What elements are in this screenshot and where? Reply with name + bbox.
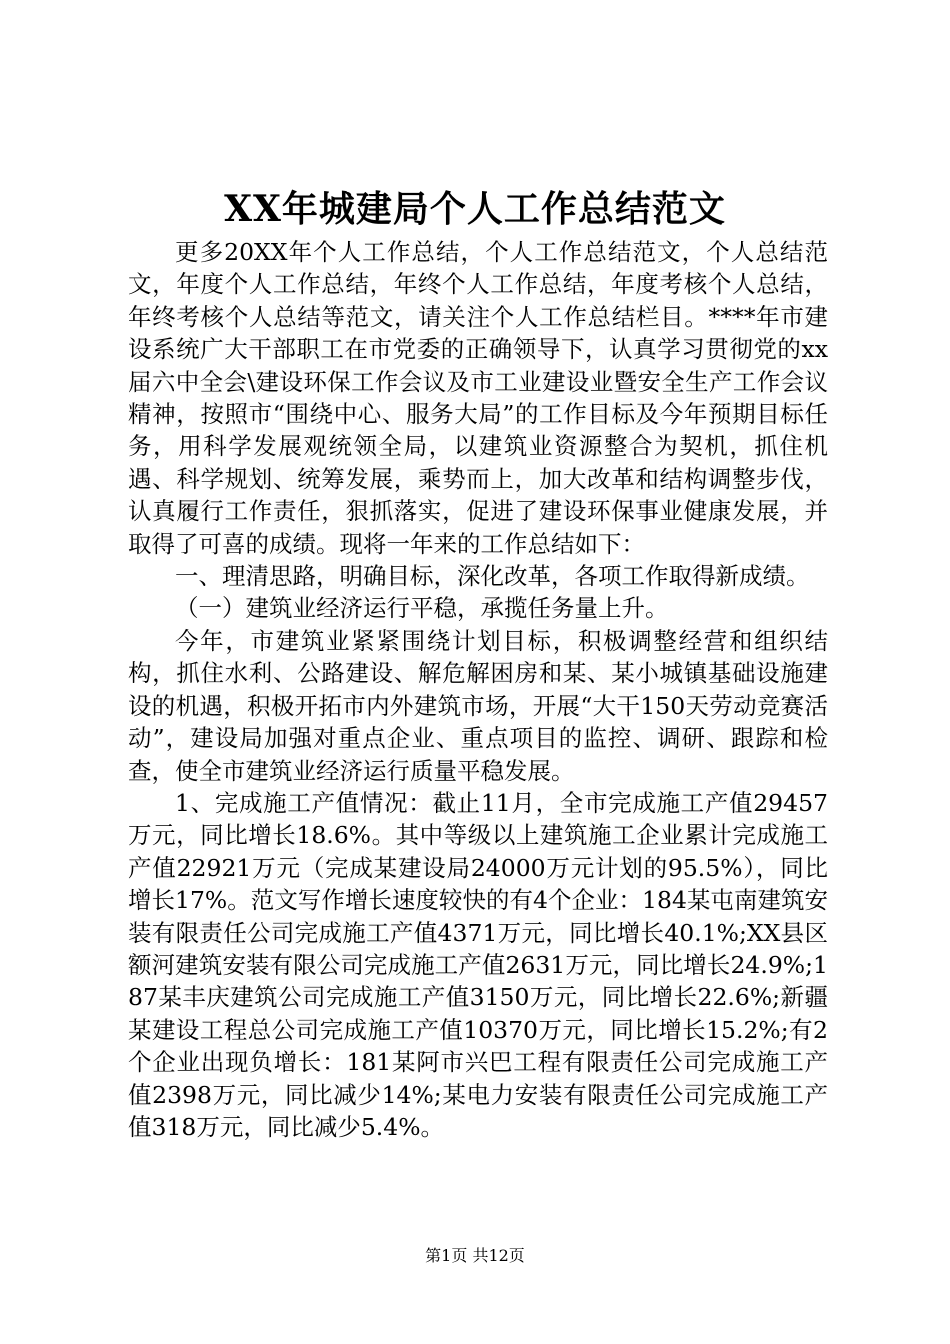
page-number-footer: 第1页 共12页: [425, 1246, 525, 1265]
document-title: XX年城建局个人工作总结范文: [224, 188, 726, 230]
document-body: [128, 236, 828, 1143]
paragraph-output-value: 1、完成施工产值情况：截止11月，全市完成施工产值29457万元，同比增长18.6%。其中等级以上建筑施工企业累计完成施工产值22921万元（完成某建设局24000万元计划的95.5%），同比增长17%。范文写作增长速度较快的有4个企业：184某屯南建筑安装有限责任公司完成施工产值4371万元，同比增长40.1%;XX县区额河建筑安装有限公司完成施工产值2631万元，同比增长24.9%;187某丰庆建筑公司完成施工产值3150万元，同比增长22.6%;新疆某建设工程总公司完成施工产值10370万元，同比增长15.2%;有2个企业出现负增长：181某阿市兴巴工程有限责任公司完成施工产值2398万元，同比减少14%;某电力安装有限责任公司完成施工产值318万元，同比减少5.4%。: [128, 788, 828, 1141]
paragraph-subsection-heading: （一）建筑业经济运行平稳，承揽任务量上升。: [175, 594, 669, 623]
paragraph-section-heading: 一、理清思路，明确目标，深化改革，各项工作取得新成绩。: [175, 562, 810, 591]
paragraph-construction-overview: 今年，市建筑业紧紧围绕计划目标，积极调整经营和组织结构，抓住水利、公路建设、解危解困房和某、某小城镇基础设施建设的机遇，积极开拓市内外建筑市场，开展“大干150天劳动竞赛活动”，建设局加强对重点企业、重点项目的监控、调研、跟踪和检查，使全市建筑业经济运行质量平稳发展。: [128, 626, 828, 785]
paragraph-intro: 更多20XX年个人工作总结，个人工作总结范文，个人总结范文，年度个人工作总结，年终个人工作总结，年度考核个人总结，年终考核个人总结等范文，请关注个人工作总结栏目。****年市建设系统广大干部职工在市党委的正确领导下，认真学习贯彻党的xx届六中全会\建设环保工作会议及市工业建设业暨安全生产工作会议精神，按照市“围绕中心、服务大局”的工作目标及今年预期目标任务，用科学发展观统领全局，以建筑业资源整合为契机，抓住机遇、科学规划、统筹发展，乘势而上，加大改革和结构调整步伐，认真履行工作责任，狠抓落实，促进了建设环保事业健康发展，并取得了可喜的成绩。现将一年来的工作总结如下：: [128, 238, 828, 558]
